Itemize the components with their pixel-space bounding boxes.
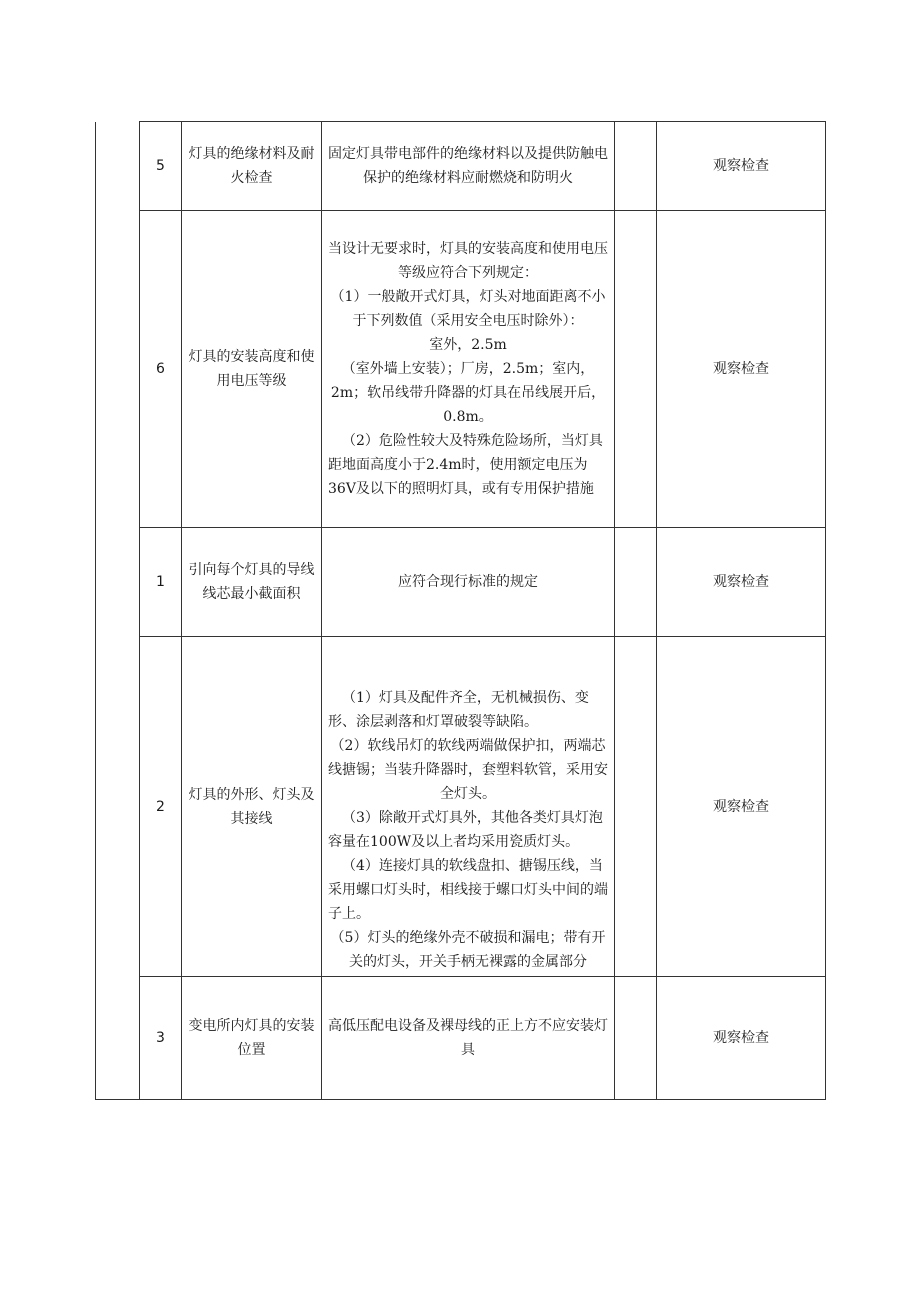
inspection-method: 观察检查 (657, 637, 826, 977)
blank-cell (615, 122, 657, 211)
requirement-text: （3）除敞开式灯具外，其他各类灯具灯泡容量在100W及以上者均采用瓷质灯头。 (328, 810, 603, 850)
row-number: 2 (140, 637, 182, 977)
requirement-cell (322, 211, 615, 528)
inspection-table (95, 121, 826, 1100)
requirement-text: 固定灯具带电部件的绝缘材料以及提供防触电保护的绝缘材料应耐燃烧和防明火 (328, 146, 608, 186)
requirement-cell (322, 977, 615, 1100)
inspection-method: 观察检查 (657, 528, 826, 637)
item-name: 灯具的外形、灯头及其接线 (182, 637, 322, 977)
table-row (96, 977, 826, 1100)
requirement-text: 应符合现行标准的规定 (398, 574, 538, 590)
requirement-text: （1）一般敞开式灯具，灯头对地面距离不小于下列数值（采用安全电压时除外）： (330, 289, 606, 329)
inspection-method: 观察检查 (657, 211, 826, 528)
requirement-cell (322, 122, 615, 211)
inspection-method: 观察检查 (657, 977, 826, 1100)
item-name: 灯具的绝缘材料及耐火检查 (182, 122, 322, 211)
row-number: 1 (140, 528, 182, 637)
requirement-text: （5）灯头的绝缘外壳不破损和漏电；带有开关的灯头，开关手柄无裸露的金属部分 (330, 930, 606, 970)
requirement-text: （2）软线吊灯的软线两端做保护扣，两端芯线搪锡；当装升降器时，套塑料软管，采用安全灯头。 (328, 738, 608, 802)
item-name: 灯具的安装高度和使用电压等级 (182, 211, 322, 528)
row-number: 5 (140, 122, 182, 211)
table-row (96, 637, 826, 977)
requirement-text: 高低压配电设备及裸母线的正上方不应安装灯具 (328, 1018, 608, 1058)
row-number: 3 (140, 977, 182, 1100)
requirement-text: 当设计无要求时，灯具的安装高度和使用电压等级应符合下列规定： (328, 241, 608, 281)
requirement-cell (322, 528, 615, 637)
requirement-text: （室外墙上安装）；厂房，2.5m；室内，2m；软吊线带升降器的灯具在吊线展开后，0.8m。 (330, 361, 606, 425)
category-cell (96, 122, 140, 1100)
blank-cell (615, 211, 657, 528)
item-name: 引向每个灯具的导线线芯最小截面积 (182, 528, 322, 637)
blank-cell (615, 528, 657, 637)
row-number: 6 (140, 211, 182, 528)
requirement-text: （4）连接灯具的软线盘扣、搪锡压线，当采用螺口灯头时，相线接于螺口灯头中间的端子上。 (328, 858, 608, 922)
requirement-text: （2）危险性较大及特殊危险场所，当灯具距地面高度小于2.4m时，使用额定电压为36V及以下的照明灯具，或有专用保护措施 (328, 433, 603, 497)
blank-cell (615, 977, 657, 1100)
requirement-text: 室外，2.5m (429, 337, 507, 353)
table-row (96, 122, 826, 211)
table-row (96, 528, 826, 637)
item-name: 变电所内灯具的安装位置 (182, 977, 322, 1100)
table-row (96, 211, 826, 528)
requirement-cell (322, 637, 615, 977)
inspection-method: 观察检查 (657, 122, 826, 211)
blank-cell (615, 637, 657, 977)
requirement-text: （1）灯具及配件齐全，无机械损伤、变形、涂层剥落和灯罩破裂等缺陷。 (328, 690, 589, 730)
